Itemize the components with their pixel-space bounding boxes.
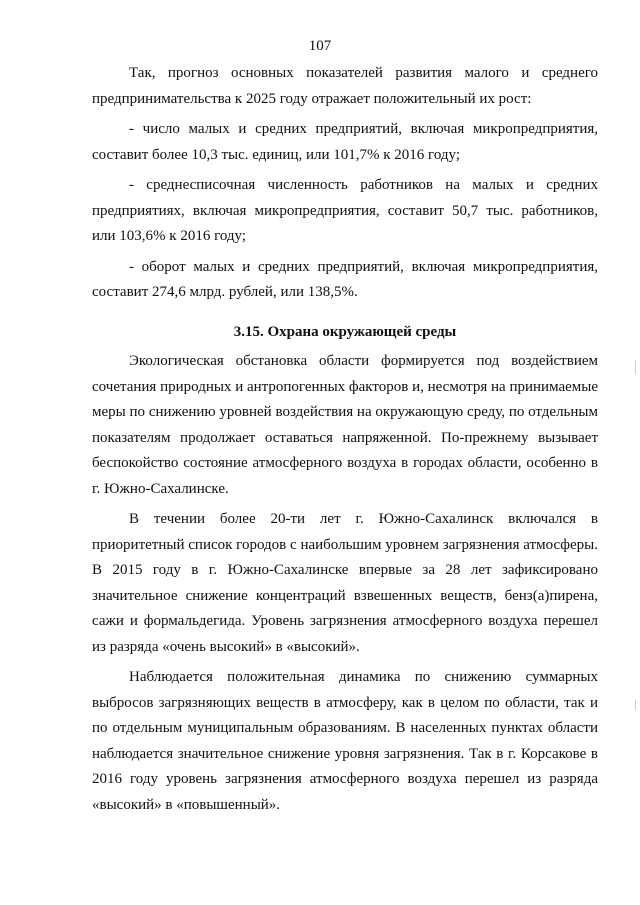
bullet-item-3: - оборот малых и средних предприятий, включая микропредприятия, составит 274,6 млрд. рублей, или 138,5%.	[92, 258, 598, 300]
section-heading: 3.15. Охрана окружающей среды	[233, 323, 457, 340]
scan-edge-mark	[635, 360, 636, 374]
scan-edge-mark	[635, 700, 636, 710]
section-paragraph-1: Экологическая обстановка области формируется под воздействием сочетания природных и антропогенных факторов и, несмотря на принимаемые меры по снижению уровней воздействия на окружающую среду, по отдельным показателям продолжает оставаться напряженной. По-прежнему вызывает беспокойство состояние атмосферного воздуха в городах области, особенно в г. Южно-Сахалинске.	[92, 353, 598, 497]
section-paragraph-2: В течении более 20-ти лет г. Южно-Сахалинск включался в приоритетный список городов с наибольшим уровнем загрязнения атмосферы. В 2015 году в г. Южно-Сахалинске впервые за 28 лет зафиксировано значительное снижение концентраций взвешенных веществ, бенз(а)пирена, сажи и формальдегида. Уровень загрязнения атмосферного воздуха перешел из разряда «очень высокий» в «высокий».	[92, 511, 598, 655]
intro-paragraph: Так, прогноз основных показателей развития малого и среднего предпринимательства к 2025 году отражает положительный их рост:	[92, 65, 598, 107]
page-content	[92, 61, 598, 818]
page-number: 107	[308, 38, 332, 54]
section-paragraph-3: Наблюдается положительная динамика по снижению суммарных выбросов загрязняющих веществ в атмосферу, как в целом по области, так и по отдельным муниципальным образованиям. В населенных пунктах области наблюдается значительное снижение уровня загрязнения. Так в г. Корсакове в 2016 году уровень загрязнения атмосферного воздуха перешел из разряда «высокий» в «повышенный».	[92, 669, 598, 813]
bullet-item-1: - число малых и средних предприятий, включая микропредприятия, составит более 10,3 тыс. единиц, или 101,7% к 2016 году;	[92, 121, 598, 163]
bullet-item-2: - среднесписочная численность работников на малых и средних предприятиях, включая микропредприятия, составит 50,7 тыс. работников, или 103,6% к 2016 году;	[92, 177, 598, 244]
